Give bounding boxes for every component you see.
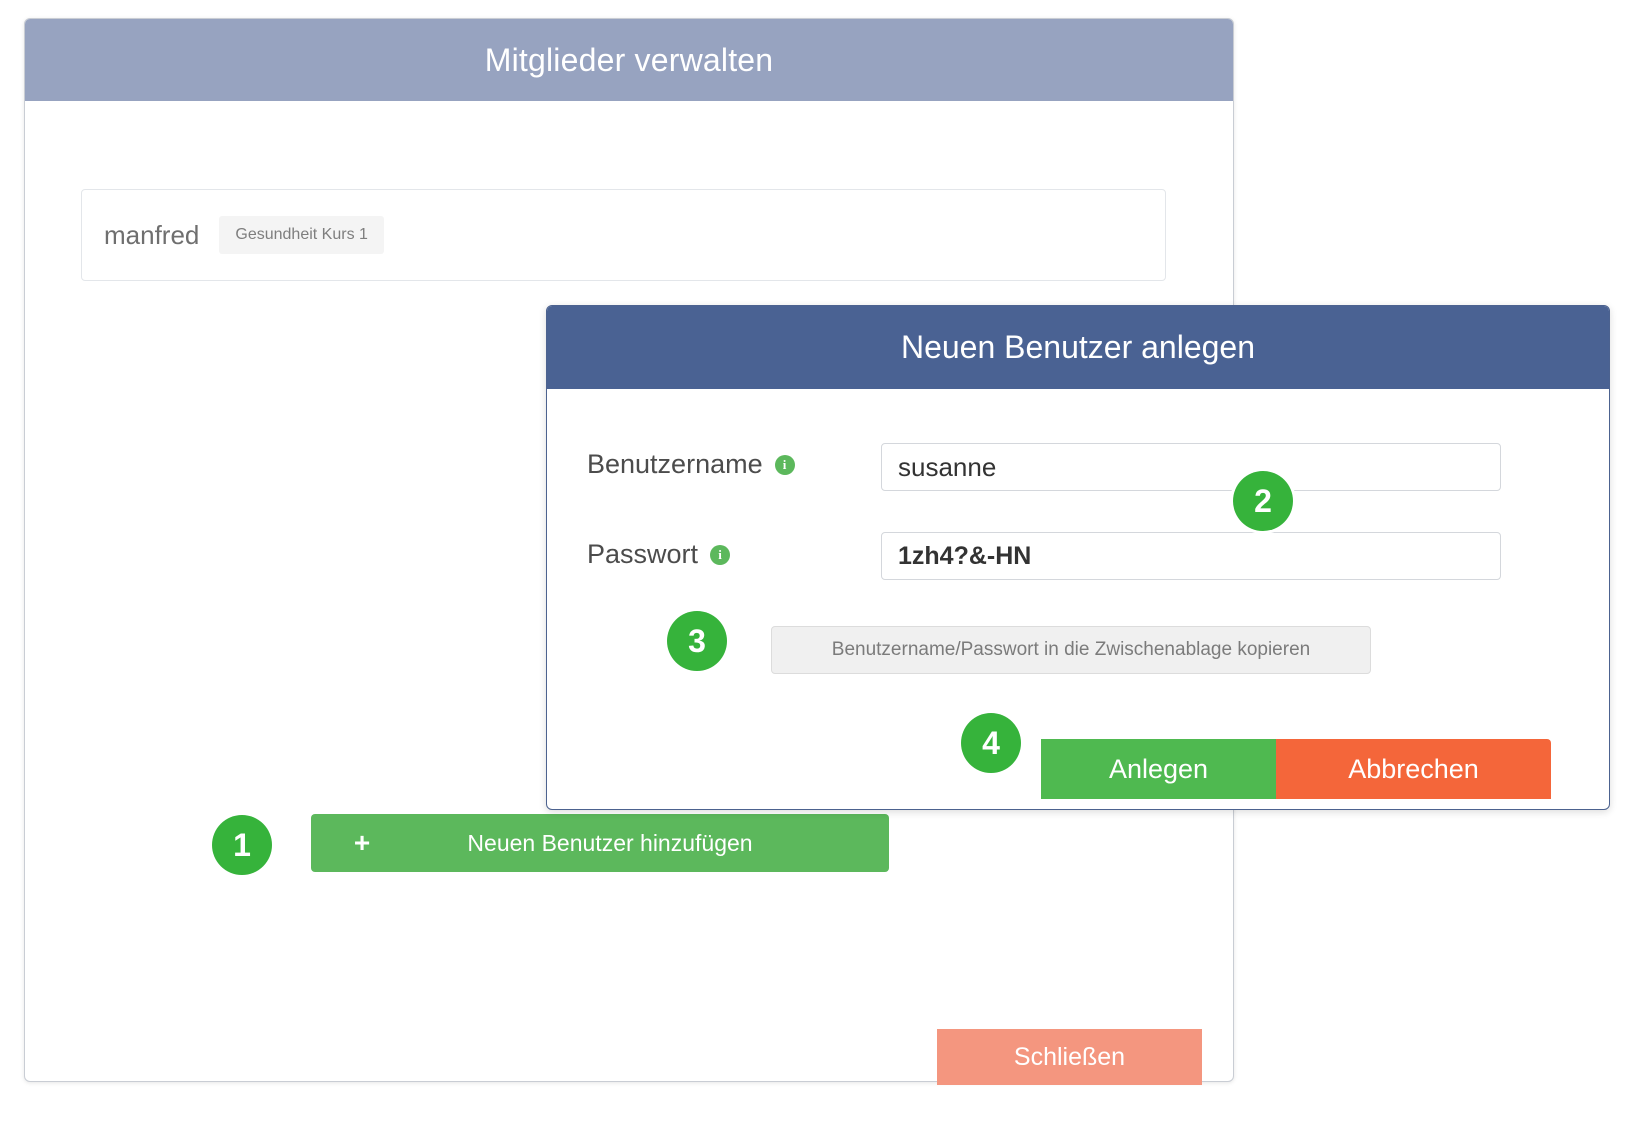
info-icon[interactable]: i [710, 545, 730, 565]
plus-icon: + [353, 827, 371, 858]
step-badge-3: 3 [667, 611, 727, 671]
new-user-dialog-header [547, 306, 1609, 389]
create-button[interactable]: Anlegen [1041, 739, 1276, 799]
username-label [587, 449, 795, 480]
info-icon[interactable]: i [775, 455, 795, 475]
step-badge-4: 4 [961, 713, 1021, 773]
step-badge-2: 2 [1233, 471, 1293, 531]
password-label [587, 539, 730, 570]
username-row [587, 449, 795, 480]
dialog-action-bar [1041, 739, 1551, 799]
password-row [587, 539, 730, 570]
password-label-text: Passwort [587, 539, 699, 569]
member-name: manfred [104, 219, 200, 250]
copy-credentials-button[interactable]: Benutzername/Passwort in die Zwischenablage kopieren [771, 626, 1371, 674]
page-title: Mitglieder verwalten [484, 41, 774, 78]
password-input[interactable] [881, 532, 1501, 580]
username-input[interactable] [881, 443, 1501, 491]
member-list-item[interactable] [81, 189, 1166, 281]
step-badge-1: 1 [212, 815, 272, 875]
new-user-dialog-body [547, 389, 1609, 809]
manage-members-header [25, 19, 1233, 101]
new-user-dialog [546, 305, 1610, 810]
add-user-button[interactable] [311, 814, 889, 872]
dialog-title: Neuen Benutzer anlegen [900, 329, 1256, 365]
username-label-text: Benutzername [587, 449, 763, 479]
close-button[interactable]: Schließen [937, 1029, 1202, 1085]
member-course-tag: Gesundheit Kurs 1 [219, 216, 384, 254]
add-user-button-label: Neuen Benutzer hinzufügen [467, 829, 753, 856]
cancel-button[interactable]: Abbrechen [1276, 739, 1551, 799]
